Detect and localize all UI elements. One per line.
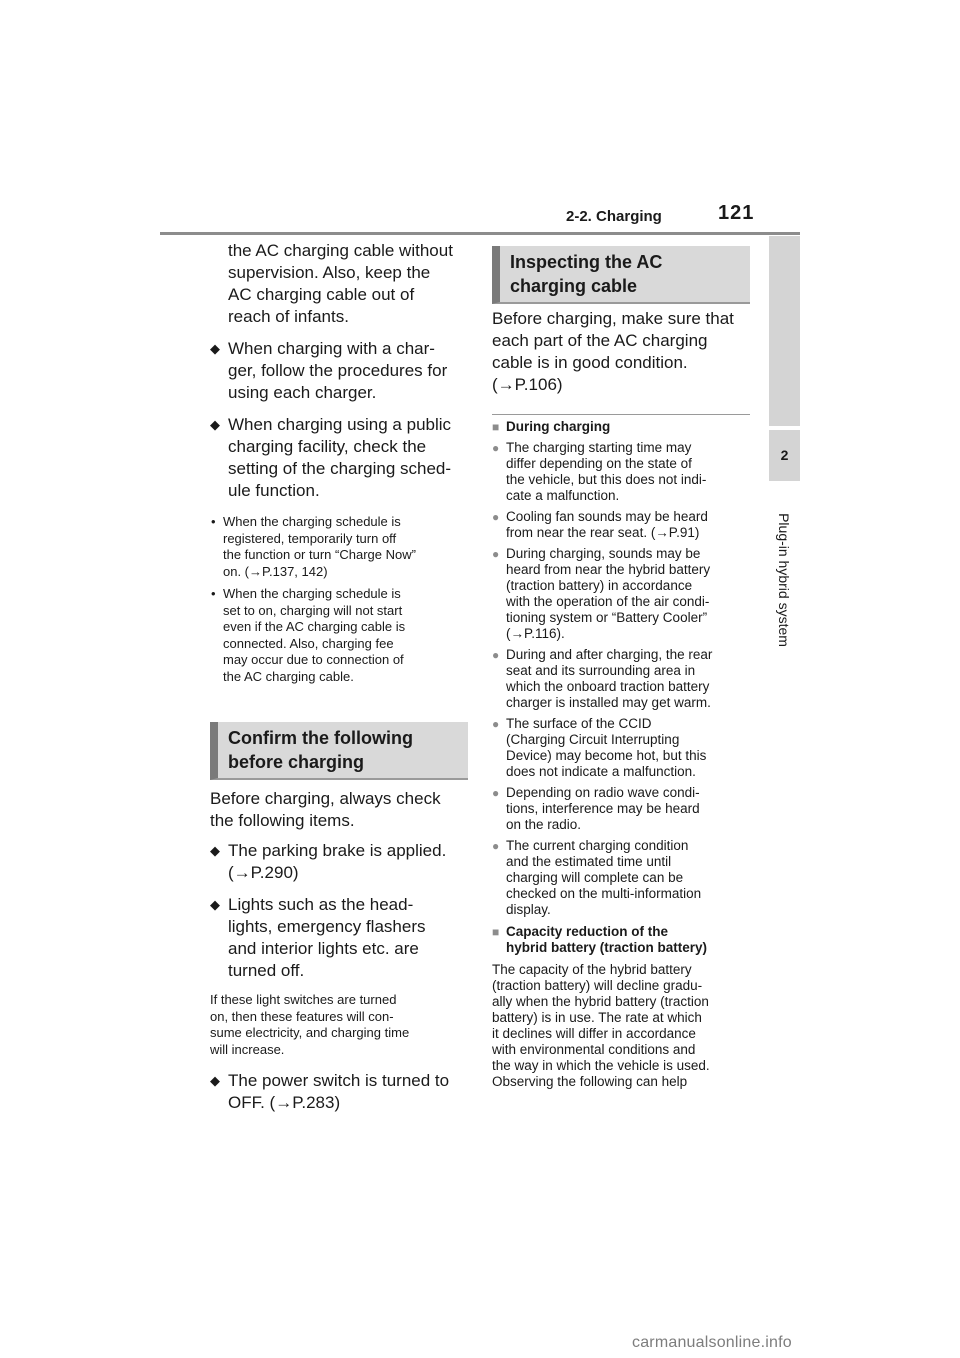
text-line: Device) may become hot, but this [506,748,707,763]
text-line: When the charging schedule is [223,586,401,601]
text-line: The surface of the CCID [506,716,652,731]
bullet-item [210,1070,468,1114]
text-line: the way in which the vehicle is used. [492,1058,710,1073]
capacity-paragraph [492,962,754,1090]
note-item [492,509,754,541]
light-switch-note [210,992,468,1058]
text-line: When the charging schedule is [223,514,401,529]
bullet-item [210,894,468,982]
text-line: the function or turn “Charge Now” [223,547,416,562]
subheading-during-charging: ■ During charging [492,419,754,435]
text-line: The capacity of the hybrid battery [492,962,692,977]
text-line: ger, follow the procedures for [228,361,448,380]
note-item [210,586,466,685]
text-line: The current charging condition [506,838,689,853]
text-line: tions, interference may be heard [506,801,700,816]
chapter-tab[interactable] [769,430,800,481]
header-rule [160,232,800,235]
notes-area [492,419,754,1090]
bullet-dot-icon: • [211,514,216,529]
text-line: When charging using a public [228,415,452,434]
text-line: ule function. [228,481,320,500]
chapter-title: Plug-in hybrid system [776,513,792,647]
text-line: Observing the following can help [492,1074,688,1089]
text-line: seat and its surrounding area in [506,663,696,678]
section-heading-confirm [210,722,468,780]
text-line: cable is in good condition. [492,353,688,372]
section-header-title: 2-2. Charging [566,208,662,225]
section-heading-inspect [492,246,750,304]
note-item [492,785,754,833]
text-line: (traction battery) will decline gradu- [492,978,703,993]
text-line: does not indicate a malfunction. [506,764,696,779]
text-line: hybrid battery (traction battery) [506,940,708,955]
bullet-item [210,840,468,884]
text-line: battery) is in use. The rate at which [492,1010,702,1025]
heading-line: Confirm the following [228,728,413,748]
text-line: may occur due to connection of [223,652,404,667]
text-line: (Charging Circuit Interrupting [506,732,680,747]
text-line: Before charging, always check [210,789,441,808]
text-line: AC charging cable out of [228,285,415,304]
text-line: charger is installed may get warm. [506,695,711,710]
bullet-dot-icon: • [211,586,216,601]
bullet-item [210,338,466,404]
text-line: display. [506,902,551,917]
text-line: Cooling fan sounds may be heard [506,509,708,524]
text-line: ally when the hybrid battery (traction [492,994,709,1009]
text-line: the AC charging cable. [223,668,354,684]
text-line: the vehicle, but this does not indi- [506,472,707,487]
heading-line: Inspecting the AC [510,252,663,272]
text-line: OFF. (→P.283) [228,1093,341,1112]
text-line: on, then these features will con- [210,1008,394,1024]
text-line: setting of the charging sched- [228,459,452,478]
intro-text [210,240,466,328]
text-line: The charging starting time may [506,440,692,455]
text-line: Depending on radio wave condi- [506,785,700,800]
note-item [492,440,754,504]
text-line: using each charger. [228,383,377,402]
side-rule-top [769,236,800,426]
heading-line: before charging [228,752,365,772]
text-line: the AC charging cable without [228,241,453,260]
text-line: reach of infants. [228,307,349,326]
heading-line: charging cable [510,276,638,296]
text-line: registered, temporarily turn off [223,530,397,546]
chapter-number: 2 [780,447,789,463]
page-number: 121 [718,202,755,224]
text-line: each part of the AC charging [492,331,708,350]
text-line: (→P.106) [492,375,563,394]
text-line: Capacity reduction of the [506,924,669,939]
text-line: will increase. [210,1041,285,1057]
text-line: cate a malfunction. [506,488,620,503]
note-item [492,546,754,642]
text-line: turned off. [228,961,305,980]
text-line: charging facility, check the [228,437,427,456]
text-line: The power switch is turned to [228,1071,450,1090]
text-line: Lights such as the head- [228,895,414,914]
text-line: sume electricity, and charging time [210,1025,410,1040]
text-line: (→P.116). [506,626,565,641]
divider [492,414,750,415]
left-column-lower [210,788,468,1114]
text-line: on. (→P.137, 142) [223,563,328,579]
text-line: which the onboard traction battery [506,679,710,694]
text-line: it declines will differ in accordance [492,1026,696,1041]
text-line: (→P.290) [228,863,299,882]
text-line: heard from near the hybrid battery [506,562,711,577]
note-item [492,838,754,918]
subheading-capacity [492,924,754,956]
text-line: supervision. Also, keep the [228,263,431,282]
watermark: carmanualsonline.info [632,1334,792,1351]
text-line: When charging with a char- [228,339,435,358]
left-column [210,240,466,685]
text-line: charging will complete can be [506,870,684,885]
text-line: The parking brake is applied. [228,841,447,860]
text-line: from near the rear seat. (→P.91) [506,525,700,540]
text-line: set to on, charging will not start [223,602,403,618]
text-line: lights, emergency flashers [228,917,426,936]
text-line: connected. Also, charging fee [223,635,394,651]
text-line: checked on the multi-information [506,886,702,901]
right-column [492,308,752,396]
text-line: the following items. [210,811,355,830]
text-line: tioning system or “Battery Cooler” [506,610,708,625]
text-line: Before charging, make sure that [492,309,734,328]
note-item [492,716,754,780]
text-line: with the operation of the air condi- [506,594,710,609]
text-line: even if the AC charging cable is [223,619,406,634]
note-item [210,514,466,580]
text-line: (traction battery) in accordance [506,578,693,593]
text-line: with environmental conditions and [492,1042,696,1057]
note-item [492,647,754,711]
text-line: and the estimated time until [506,854,672,869]
text-line: differ depending on the state of [506,456,692,471]
text-line: on the radio. [506,817,582,832]
text-line: If these light switches are turned [210,992,397,1007]
text-line: During charging, sounds may be [506,546,701,561]
bullet-item [210,414,466,502]
text-line: During and after charging, the rear [506,647,713,662]
text-line: and interior lights etc. are [228,939,419,958]
